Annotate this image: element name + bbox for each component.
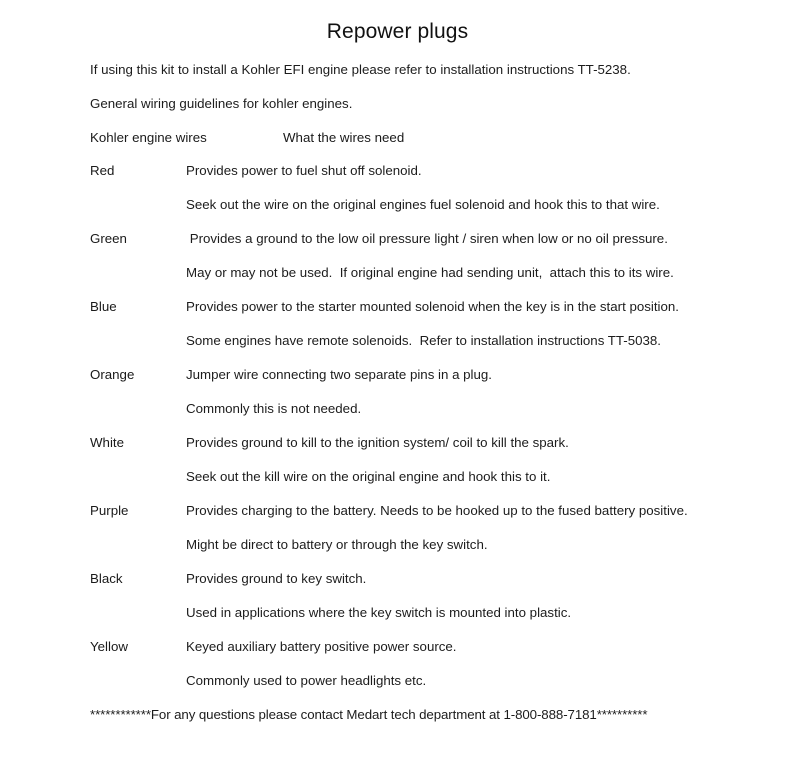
table-row xyxy=(90,639,750,655)
table-row-note xyxy=(90,197,750,213)
intro-paragraph-2: General wiring guidelines for kohler engines. xyxy=(90,96,353,111)
wire-description-secondary: Might be direct to battery or through the key switch. xyxy=(186,537,488,552)
wire-description-secondary: Some engines have remote solenoids. Refer to installation instructions TT-5038. xyxy=(186,333,662,348)
wire-color-label: Red xyxy=(90,163,115,178)
wire-description-primary: Provides power to the starter mounted solenoid when the key is in the start position. xyxy=(186,299,679,314)
intro-paragraph-1: If using this kit to install a Kohler EFI engine please refer to installation instructions TT-5238. xyxy=(90,62,631,77)
wire-color-label: Orange xyxy=(90,367,135,382)
wire-description-primary: Provides power to fuel shut off solenoid. xyxy=(186,163,422,178)
wire-description-primary: Jumper wire connecting two separate pins in a plug. xyxy=(186,367,492,382)
table-row-note xyxy=(90,469,750,485)
wire-description-primary: Provides charging to the battery. Needs to be hooked up to the fused battery positive. xyxy=(186,503,688,518)
table-row-note xyxy=(90,401,750,417)
wire-description-secondary: Used in applications where the key switch is mounted into plastic. xyxy=(186,605,572,620)
table-row xyxy=(90,503,750,519)
wire-description-secondary: May or may not be used. If original engine had sending unit, attach this to its wire. xyxy=(186,265,674,280)
table-row xyxy=(90,163,750,179)
footer-contact-note: ************For any questions please contact Medart tech department at 1-800-888-7181********** xyxy=(90,707,648,722)
column-header-wire: Kohler engine wires xyxy=(90,130,207,145)
table-header-row xyxy=(90,130,750,146)
wire-color-label: Green xyxy=(90,231,127,246)
wire-color-label: White xyxy=(90,435,124,450)
table-row xyxy=(90,367,750,383)
table-row-note xyxy=(90,673,750,689)
table-row xyxy=(90,571,750,587)
wire-color-label: Purple xyxy=(90,503,129,518)
wire-color-label: Blue xyxy=(90,299,117,314)
table-row-note xyxy=(90,537,750,553)
table-row-note xyxy=(90,265,750,281)
column-header-need: What the wires need xyxy=(283,130,405,145)
table-row xyxy=(90,435,750,451)
wire-color-label: Yellow xyxy=(90,639,128,654)
wire-description-primary: Provides a ground to the low oil pressure light / siren when low or no oil pressure. xyxy=(186,231,668,246)
table-row-note xyxy=(90,605,750,621)
wire-description-secondary: Commonly this is not needed. xyxy=(186,401,362,416)
document-body xyxy=(90,62,750,723)
wire-description-secondary: Seek out the wire on the original engines fuel solenoid and hook this to that wire. xyxy=(186,197,660,212)
table-row xyxy=(90,299,750,315)
wire-description-primary: Provides ground to key switch. xyxy=(186,571,367,586)
table-row-note xyxy=(90,333,750,349)
wire-color-label: Black xyxy=(90,571,123,586)
wire-description-primary: Keyed auxiliary battery positive power source. xyxy=(186,639,457,654)
table-row xyxy=(90,231,750,247)
wire-description-primary: Provides ground to kill to the ignition system/ coil to kill the spark. xyxy=(186,435,569,450)
wire-description-secondary: Seek out the kill wire on the original engine and hook this to it. xyxy=(186,469,551,484)
page-title: Repower plugs xyxy=(326,20,469,43)
wire-description-secondary: Commonly used to power headlights etc. xyxy=(186,673,427,688)
